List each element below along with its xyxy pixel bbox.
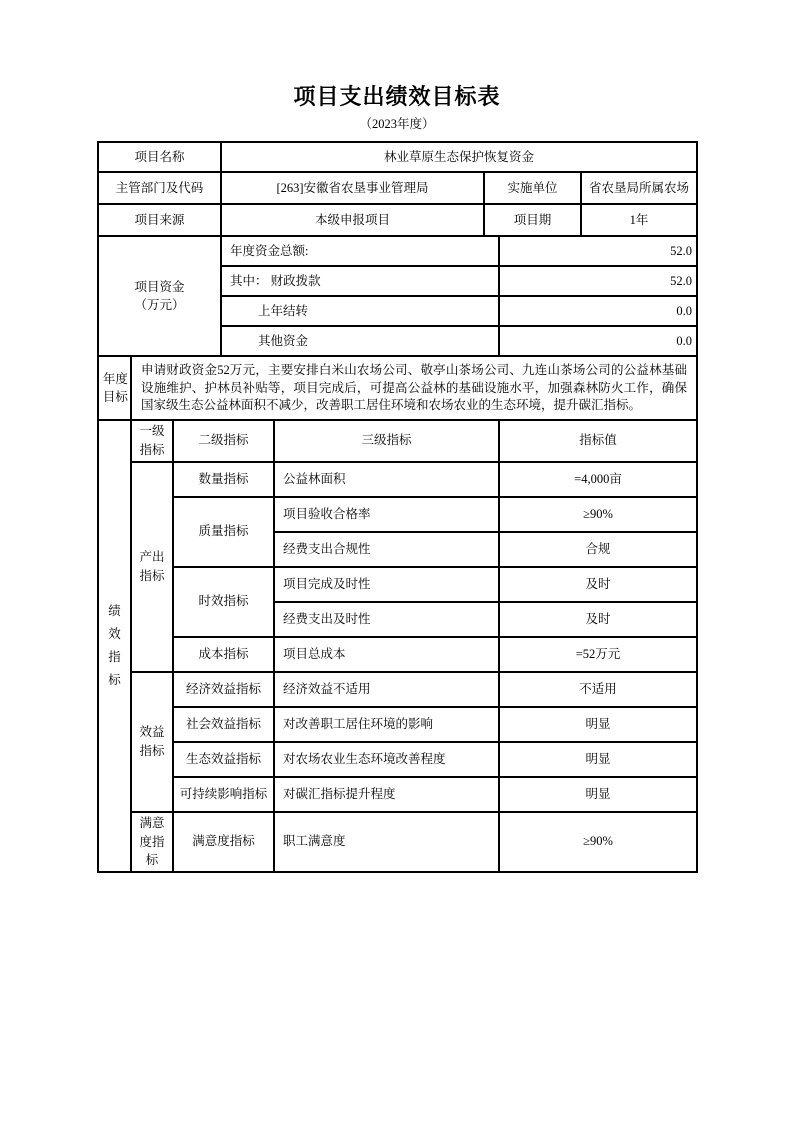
header-level1-text: 一级指标 xyxy=(139,424,165,458)
ecological-indicator-name: 对农场农业生态环境改善程度 xyxy=(274,742,499,777)
row-economic xyxy=(98,672,697,707)
annual-goal-label-text: 年度目标 xyxy=(102,371,128,405)
economic-indicator-label: 经济效益指标 xyxy=(173,672,274,707)
ecological-indicator-value: 明显 xyxy=(499,742,697,777)
row-sustainability xyxy=(98,777,697,812)
quality-indicator-1-value: ≥90% xyxy=(499,497,697,532)
satisfaction-indicator-value: ≥90% xyxy=(499,812,697,872)
quality-indicator-2-name: 经费支出合规性 xyxy=(274,532,499,567)
row-time-1 xyxy=(98,567,697,602)
project-source-value: 本级申报项目 xyxy=(221,204,484,236)
time-indicator-1-value: 及时 xyxy=(499,567,697,602)
department-label: 主管部门及代码 xyxy=(98,172,221,204)
row-indicator-header xyxy=(98,420,697,462)
funds-label xyxy=(98,236,221,356)
social-indicator-label: 社会效益指标 xyxy=(173,707,274,742)
social-indicator-name: 对改善职工居住环境的影响 xyxy=(274,707,499,742)
time-indicator-label: 时效指标 xyxy=(173,567,274,637)
cost-indicator-name: 项目总成本 xyxy=(274,637,499,672)
economic-indicator-name: 经济效益不适用 xyxy=(274,672,499,707)
row-department xyxy=(98,172,697,204)
row-annual-goal xyxy=(98,356,697,420)
funds-total-value: 52.0 xyxy=(499,236,697,266)
satisfaction-indicator-name: 职工满意度 xyxy=(274,812,499,872)
row-source xyxy=(98,204,697,236)
page-subtitle: （2023年度） xyxy=(359,117,435,132)
funds-carryover-value: 0.0 xyxy=(499,296,697,326)
funds-other-value: 0.0 xyxy=(499,326,697,356)
time-indicator-2-value: 及时 xyxy=(499,602,697,637)
implement-unit-label: 实施单位 xyxy=(484,172,581,204)
funds-total-name: 年度资金总额: xyxy=(221,236,499,266)
indicators-side-label xyxy=(98,420,131,872)
project-name-label: 项目名称 xyxy=(98,142,221,172)
annual-goal-label xyxy=(98,356,131,420)
project-source-label: 项目来源 xyxy=(98,204,221,236)
row-quantity xyxy=(98,462,697,497)
benefit-group-label xyxy=(131,672,173,812)
implement-unit-value: 省农垦局所属农场 xyxy=(581,172,697,204)
funds-other-name: 其他资金 xyxy=(221,326,499,356)
funds-carryover-name: 上年结转 xyxy=(221,296,499,326)
header-level3: 三级指标 xyxy=(274,420,499,462)
quantity-indicator-value: =4,000亩 xyxy=(499,462,697,497)
funds-label-text: 项目资金（万元） xyxy=(134,279,185,313)
row-ecological xyxy=(98,742,697,777)
output-group-label xyxy=(131,462,173,672)
sustainability-indicator-label: 可持续影响指标 xyxy=(173,777,274,812)
time-indicator-2-name: 经费支出及时性 xyxy=(274,602,499,637)
annual-goal-text: 申请财政资金52万元，主要安排白米山农场公司、敬亭山茶场公司、九连山茶场公司的公益林基础设施维护、护林员补贴等，项目完成后，可提高公益林的基础设施水平，加强森林防火工作，确保国家级生态公益林面积不减少，改善职工居住环境和农场农业的生态环境，提升碳汇指标。 xyxy=(131,356,697,420)
output-group-label-text: 产出指标 xyxy=(139,550,165,583)
economic-indicator-value: 不适用 xyxy=(499,672,697,707)
row-quality-1 xyxy=(98,497,697,532)
benefit-group-label-text: 效益指标 xyxy=(139,725,165,758)
header-level1 xyxy=(131,420,173,462)
funds-fiscal-name: 其中： 财政拨款 xyxy=(221,266,499,296)
department-value: [263]安徽省农垦事业管理局 xyxy=(221,172,484,204)
quality-indicator-2-value: 合规 xyxy=(499,532,697,567)
cost-indicator-value: =52万元 xyxy=(499,637,697,672)
row-social xyxy=(98,707,697,742)
quantity-indicator-label: 数量指标 xyxy=(173,462,274,497)
header-level2: 二级指标 xyxy=(173,420,274,462)
sustainability-indicator-name: 对碳汇指标提升程度 xyxy=(274,777,499,812)
ecological-indicator-label: 生态效益指标 xyxy=(173,742,274,777)
header-value: 指标值 xyxy=(499,420,697,462)
project-period-label: 项目期 xyxy=(484,204,581,236)
project-name-value: 林业草原生态保护恢复资金 xyxy=(221,142,697,172)
satisfaction-group-label xyxy=(131,812,173,872)
sustainability-indicator-value: 明显 xyxy=(499,777,697,812)
page-title: 项目支出绩效目标表 xyxy=(293,84,501,109)
project-period-value: 1年 xyxy=(581,204,697,236)
cost-indicator-label: 成本指标 xyxy=(173,637,274,672)
quality-indicator-label: 质量指标 xyxy=(173,497,274,567)
social-indicator-value: 明显 xyxy=(499,707,697,742)
indicators-side-label-text: 绩效指标 xyxy=(108,604,121,688)
quantity-indicator-name: 公益林面积 xyxy=(274,462,499,497)
performance-target-table xyxy=(97,141,698,873)
row-project-name xyxy=(98,142,697,172)
satisfaction-group-label-text: 满意度指标 xyxy=(139,815,165,868)
row-funds-total xyxy=(98,236,697,266)
row-cost xyxy=(98,637,697,672)
row-satisfaction xyxy=(98,812,697,872)
quality-indicator-1-name: 项目验收合格率 xyxy=(274,497,499,532)
satisfaction-indicator-label: 满意度指标 xyxy=(173,812,274,872)
time-indicator-1-name: 项目完成及时性 xyxy=(274,567,499,602)
funds-fiscal-value: 52.0 xyxy=(499,266,697,296)
